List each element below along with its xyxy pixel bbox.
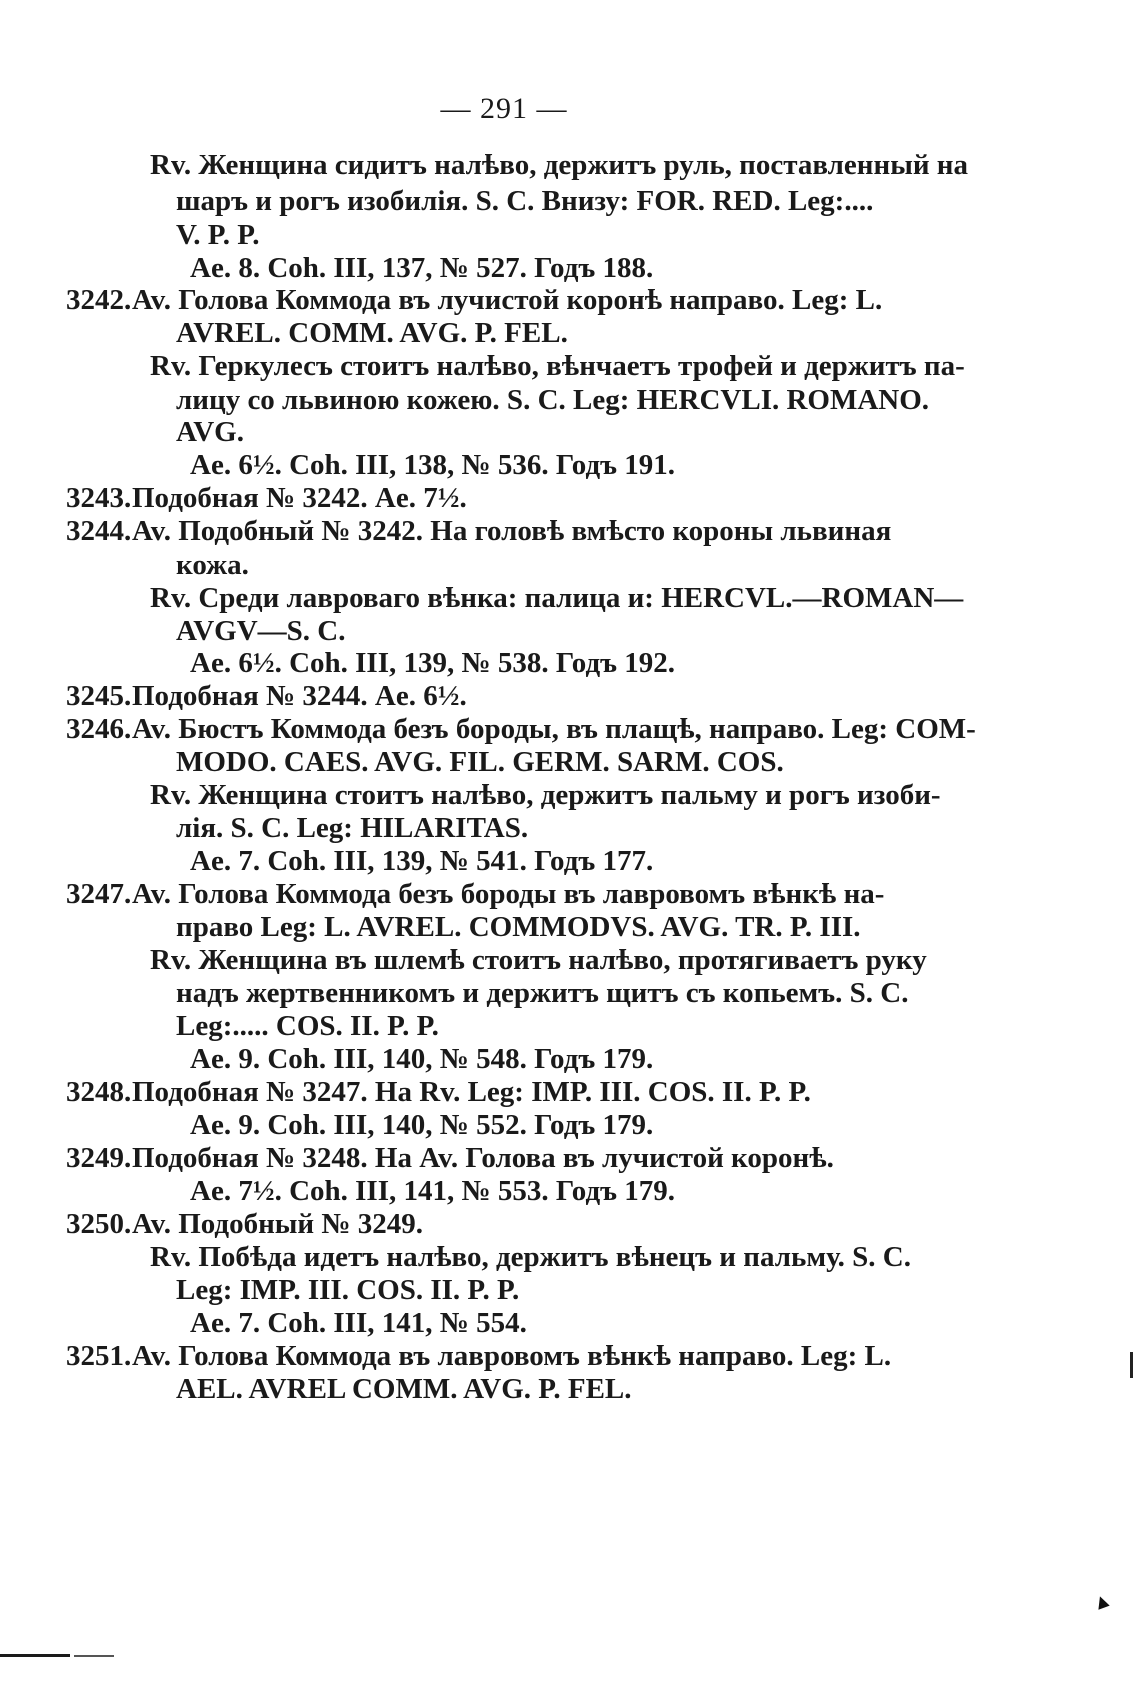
entry-text: Av. Бюстъ Коммода безъ бороды, въ плащѣ, направо. Leg: COM- [132,713,976,745]
entry-text: Av. Голова Коммода въ лучистой коронѣ направо. Leg: L. [132,284,883,316]
footer-rule [0,1654,70,1657]
entry-text: MODO. CAES. AVG. FIL. GERM. SARM. COS. [176,746,784,778]
entry-text: право Leg: L. AVREL. COMMODVS. AVG. TR. P. III. [176,911,861,943]
entry-text: Rv. Женщина въ шлемѣ стоитъ налѣво, протягиваетъ руку [150,944,927,976]
entry-text: Av. Подобный № 3242. На головѣ вмѣсто короны львиная [132,515,892,547]
entry-text: AVGV—S. C. [176,615,346,647]
entry-text: Ae. 7½. Coh. III, 141, № 553. Годъ 179. [190,1175,676,1207]
entry-text: лія. S. C. Leg: HILARITAS. [176,812,529,844]
entry-text: лицу со львиною кожею. S. C. Leg: HERCVLI. ROMANO. [176,384,930,416]
entry-text: Ae. 7. Coh. III, 139, № 541. Годъ 177. [190,845,654,877]
entry-text: надъ жертвенникомъ и держитъ щитъ съ копьемъ. S. C. [176,977,909,1009]
entry-text: V. P. P. [176,219,260,251]
entry-number: 3247. [66,878,132,910]
entry-text: AVREL. COMM. AVG. P. FEL. [176,317,568,349]
entry-text: Av. Подобный № 3249. [132,1208,424,1240]
entry-text: Ae. 8. Coh. III, 137, № 527. Годъ 188. [190,252,654,284]
entry-text: Ae. 6½. Coh. III, 138, № 536. Годъ 191. [190,449,676,481]
entry-number: 3249. [66,1142,132,1174]
entry-text: Подобная № 3248. На Av. Голова въ лучистой коронѣ. [132,1142,834,1174]
entry-number: 3245. [66,680,132,712]
entry-text: Подобная № 3247. На Rv. Leg: IMP. III. COS. II. P. P. [132,1076,811,1108]
footer-rule-fragment [74,1655,114,1657]
entry-number: 3251. [66,1340,132,1372]
entry-text: AEL. AVREL COMM. AVG. P. FEL. [176,1373,632,1405]
entry-text: Rv. Женщина стоитъ налѣво, держитъ пальму и рогъ изоби- [150,779,941,811]
entry-text: Av. Голова Коммода въ лавровомъ вѣнкѣ направо. Leg: L. [132,1340,892,1372]
entry-text: Leg:..... COS. II. P. P. [176,1010,439,1042]
entry-text: AVG. [176,416,244,448]
entry-text: Ae. 7. Coh. III, 141, № 554. [190,1307,527,1339]
entry-text: Leg: IMP. III. COS. II. P. P. [176,1274,520,1306]
entry-number: 3248. [66,1076,132,1108]
entry-text: кожа. [176,549,249,581]
entry-number: 3244. [66,515,132,547]
entry-text: шаръ и рогъ изобилія. S. C. Внизу: FOR. RED. Leg:.... [176,185,874,217]
entry-text: Rv. Среди лавроваго вѣнка: палица и: HERCVL.—ROMAN— [150,582,964,614]
entry-text: Rv. Женщина сидитъ налѣво, держитъ руль, поставленный на [150,149,969,181]
entry-number: 3242. [66,284,132,316]
entry-text: Rv. Геркулесъ стоитъ налѣво, вѣнчаетъ трофей и держитъ па- [150,350,965,382]
entry-text: Ae. 9. Coh. III, 140, № 552. Годъ 179. [190,1109,654,1141]
entry-text: Подобная № 3244. Ae. 6½. [132,680,467,712]
margin-mark [1130,1352,1133,1378]
entry-text: Подобная № 3242. Ae. 7½. [132,482,467,514]
entry-text: Ae. 9. Coh. III, 140, № 548. Годъ 179. [190,1043,654,1075]
entry-text: Av. Голова Коммода безъ бороды въ лавровомъ вѣнкѣ на- [132,878,885,910]
page-number: — 291 — [440,92,568,125]
entry-number: 3246. [66,713,132,745]
entry-number: 3250. [66,1208,132,1240]
entry-number: 3243. [66,482,132,514]
entry-text: Ae. 6½. Coh. III, 139, № 538. Годъ 192. [190,647,676,679]
entry-text: Rv. Побѣда идетъ налѣво, держитъ вѣнецъ и пальму. S. C. [150,1241,911,1273]
